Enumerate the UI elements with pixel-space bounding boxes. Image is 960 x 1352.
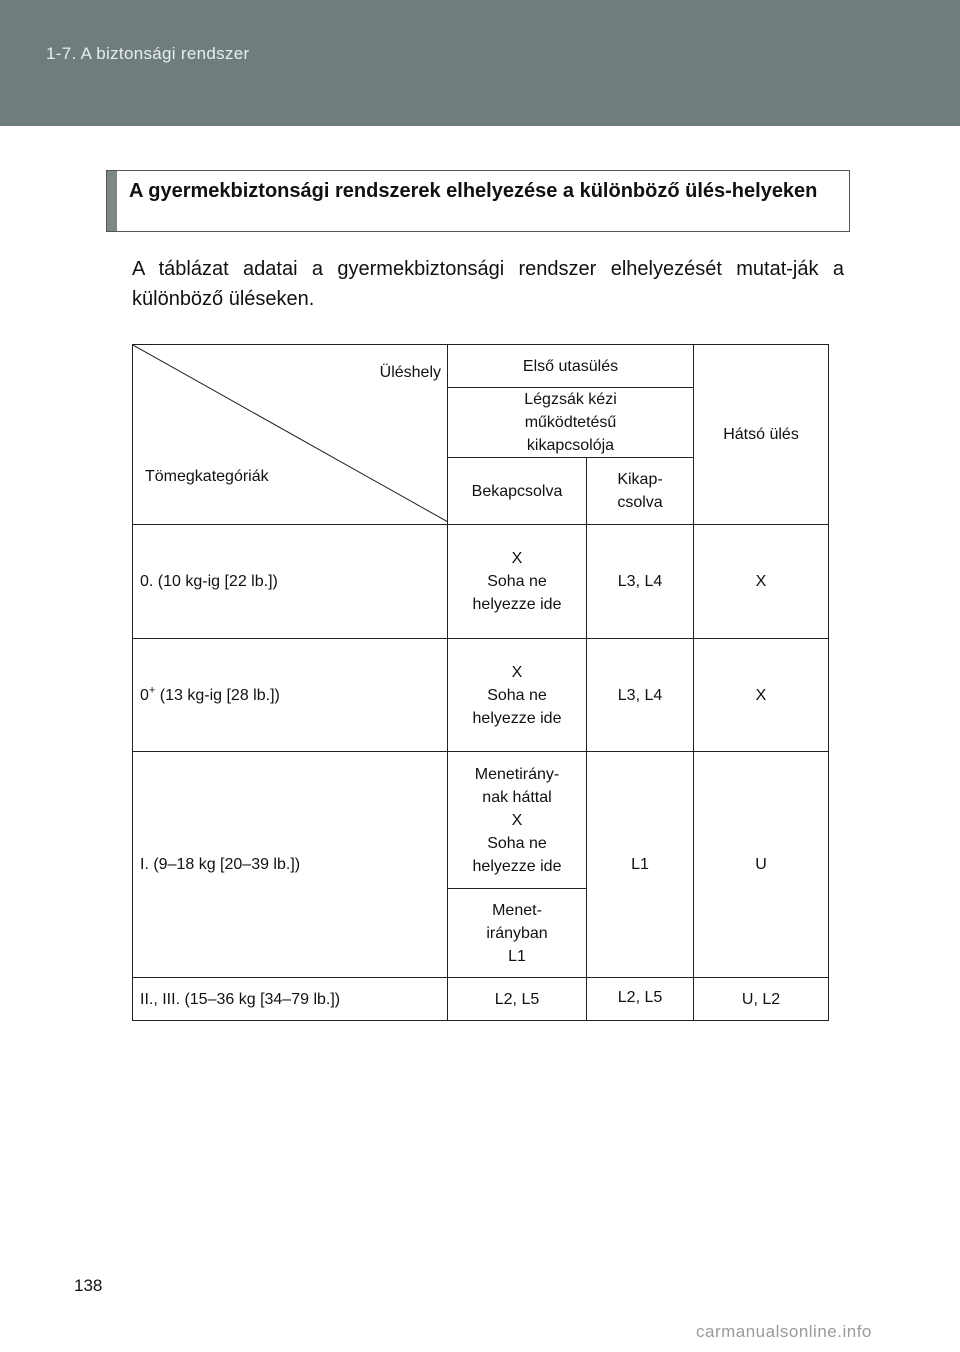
row-on-cell: L2, L5 xyxy=(448,978,587,1021)
title-box xyxy=(106,170,850,232)
table-row xyxy=(133,525,829,639)
row-rear-cell: X xyxy=(694,525,829,639)
rear-seat-header: Hátsó ülés xyxy=(694,345,829,525)
page-number: 138 xyxy=(74,1276,103,1295)
row-rear-cell: U xyxy=(694,752,829,978)
row-category xyxy=(133,639,448,752)
row-off-cell: L1 xyxy=(587,752,694,978)
weight-category-label: Tömegkategóriák xyxy=(145,468,269,485)
cell-line: Soha ne xyxy=(487,834,547,852)
row-on-cell xyxy=(448,639,587,752)
category-superscript: + xyxy=(148,684,156,697)
header-band xyxy=(0,0,960,126)
row-category: 0. (10 kg-ig [22 lb.]) xyxy=(133,525,448,639)
category-text: (13 kg-ig [28 lb.]) xyxy=(155,686,280,704)
seat-position-label: Üléshely xyxy=(379,364,441,381)
airbag-switch-header: Légzsák kézi működtetésű kikapcsolója xyxy=(448,388,694,458)
row-category: I. (9–18 kg [20–39 lb.]) xyxy=(133,752,448,978)
row-on-forward-cell xyxy=(448,889,587,978)
intro-paragraph: A táblázat adatai a gyermekbiztonsági rendszer elhelyezését mutat-ják a különböző üléseken. xyxy=(132,258,844,310)
cell-line: Menet- xyxy=(492,901,542,919)
switch-off-header: Kikap-csolva xyxy=(587,458,694,525)
cell-line: X xyxy=(511,811,523,829)
table-row xyxy=(133,978,829,1021)
table-row xyxy=(133,639,829,752)
watermark: carmanualsonline.info xyxy=(696,1322,872,1341)
section-title: 1-7. A biztonsági rendszer xyxy=(46,44,250,63)
cell-line: Soha ne xyxy=(487,573,547,590)
cell-line: Soha ne xyxy=(487,686,547,704)
row-on-rear-facing-cell xyxy=(448,752,587,889)
cell-line: irányban xyxy=(486,924,548,942)
row-category: II., III. (15–36 kg [34–79 lb.]) xyxy=(133,978,448,1021)
row-off-cell: L3, L4 xyxy=(587,639,694,752)
row-rear-cell: U, L2 xyxy=(694,978,829,1021)
title-accent-bar xyxy=(107,171,117,231)
row-on-cell xyxy=(448,525,587,639)
cell-line: X xyxy=(511,550,523,567)
table-corner-cell xyxy=(133,345,448,525)
row-rear-cell: X xyxy=(694,639,829,752)
cell-line: nak háttal xyxy=(482,788,552,806)
cell-line: helyezze ide xyxy=(472,709,562,727)
category-prefix: 0 xyxy=(140,686,149,704)
switch-on-header: Bekapcsolva xyxy=(448,458,587,525)
table-row xyxy=(133,752,829,889)
cell-line: L1 xyxy=(508,947,526,965)
child-seat-table xyxy=(132,344,829,1021)
cell-line: helyezze ide xyxy=(472,596,562,613)
row-off-cell: L2, L5 xyxy=(587,978,694,1021)
front-seat-header: Első utasülés xyxy=(448,345,694,388)
cell-line: helyezze ide xyxy=(472,857,562,875)
page-title: A gyermekbiztonsági rendszerek elhelyezése a különböző ülés-helyeken xyxy=(129,180,818,202)
row-off-cell: L3, L4 xyxy=(587,525,694,639)
cell-line: Menetirány- xyxy=(474,765,560,783)
cell-line: X xyxy=(511,663,523,681)
